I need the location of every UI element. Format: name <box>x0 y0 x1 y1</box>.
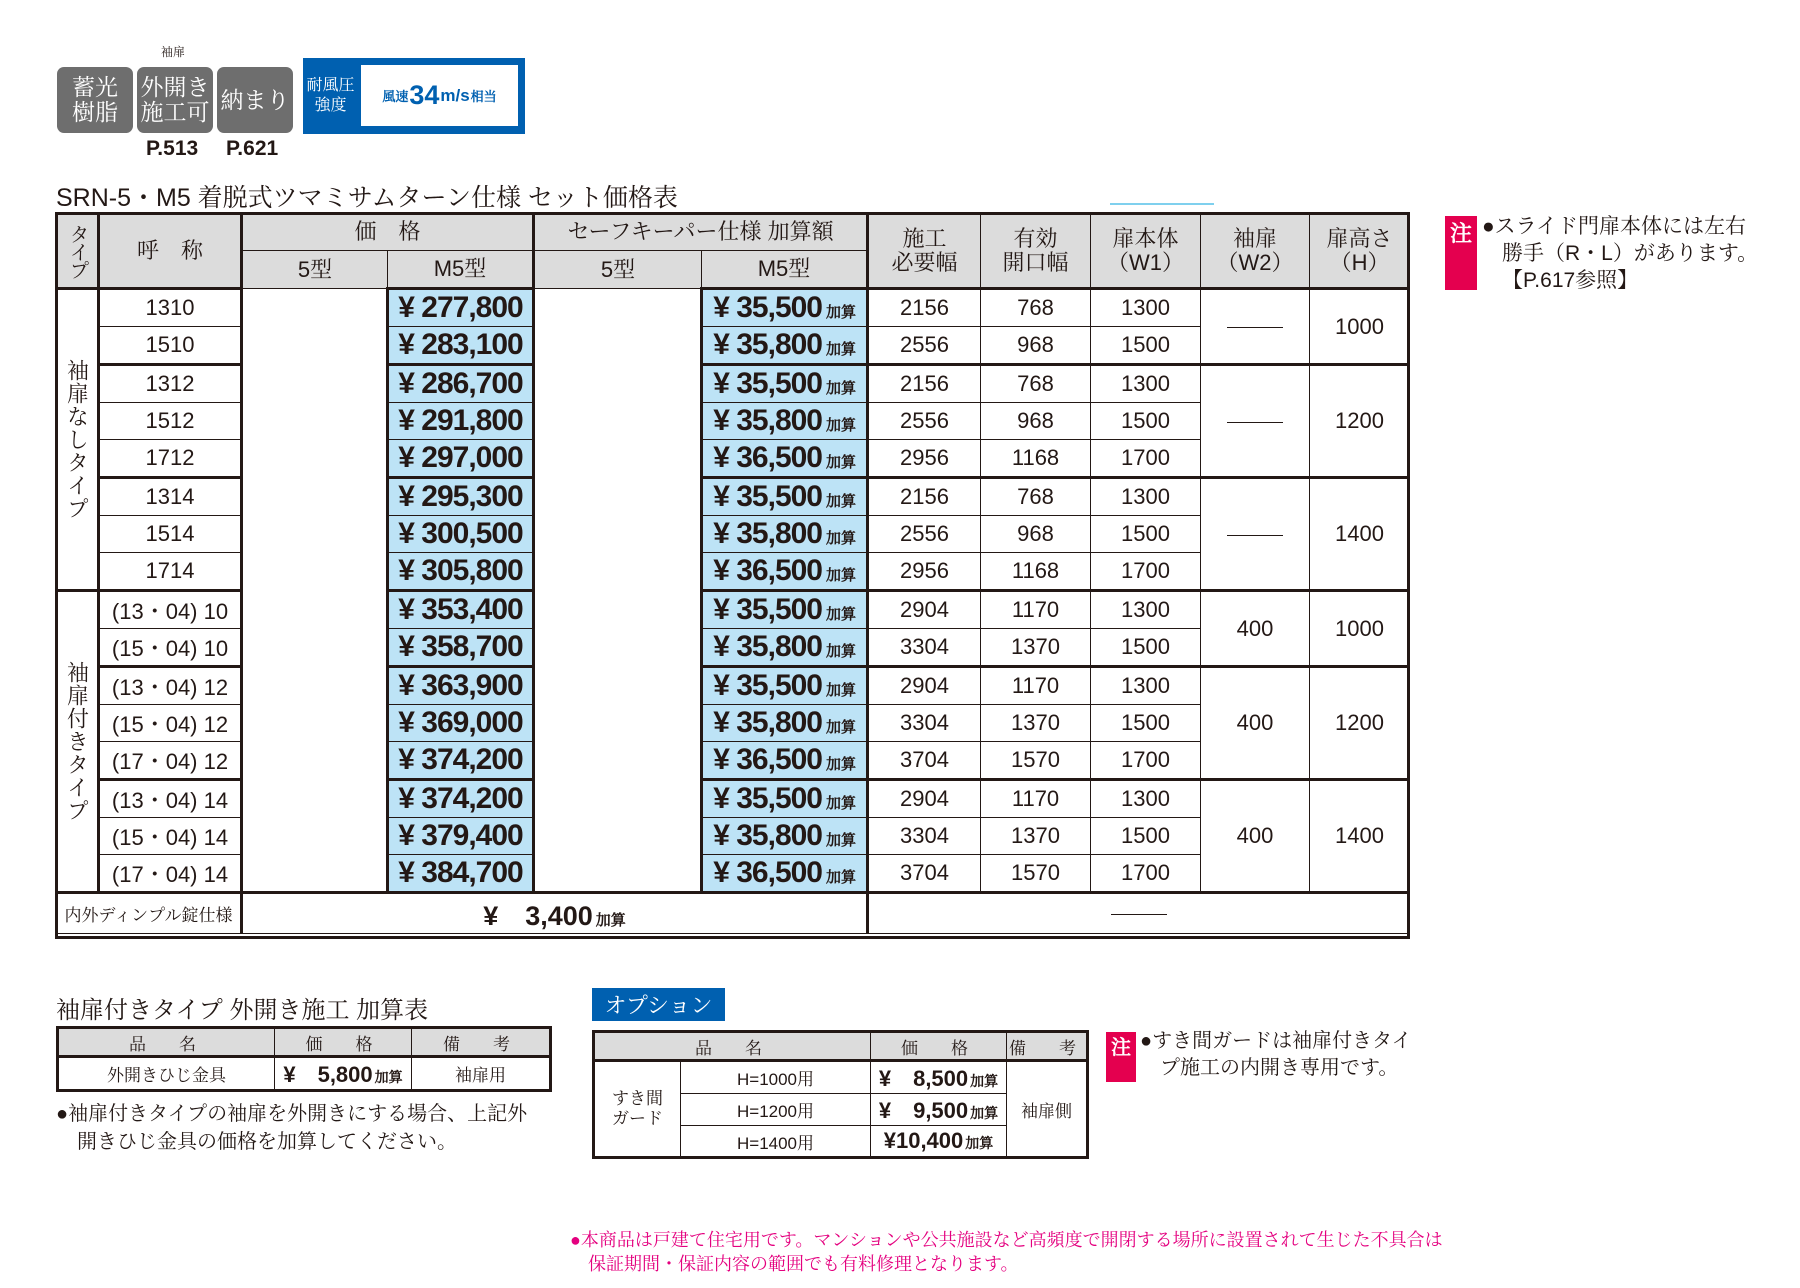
price-m5: ¥ 297,000 <box>388 440 534 478</box>
sk-m5: ¥ 35,500 加算 <box>702 591 868 629</box>
install-width: 2904 <box>868 780 981 818</box>
effective-width: 1170 <box>981 667 1091 705</box>
effective-width: 1370 <box>981 818 1091 855</box>
effective-width: 768 <box>981 365 1091 403</box>
wind-prefix: 風速 <box>382 89 409 104</box>
row-name: 1312 <box>99 365 242 403</box>
page-ref-513[interactable]: P.513 <box>146 137 199 160</box>
option-price: ¥ 9,500 加算 <box>871 1094 1007 1126</box>
install-width: 3704 <box>868 855 981 893</box>
header-install-width: 施工 必要幅 <box>868 214 981 289</box>
price-m5: ¥ 353,400 <box>388 591 534 629</box>
sk-m5: ¥ 35,800 加算 <box>702 629 868 667</box>
row-name: 1712 <box>99 440 242 478</box>
door-height: 1000 <box>1310 591 1410 667</box>
row-name: 1714 <box>99 553 242 591</box>
effective-width: 1370 <box>981 629 1091 667</box>
main-table-title: SRN-5・M5 着脱式ツマミサムターン仕様 セット価格表 <box>56 184 678 212</box>
sk-m5: ¥ 36,500 加算 <box>702 742 868 780</box>
outward-note <box>56 1100 527 1156</box>
outward-table <box>56 1026 552 1092</box>
add-label: 加算 <box>595 912 626 929</box>
option-note-badge: 注 <box>1106 1032 1136 1082</box>
sk-m5: ¥ 35,500 加算 <box>702 478 868 516</box>
dash <box>1111 914 1167 915</box>
outward-note-line: 開きひじ金具の価格を加算してください。 <box>77 1131 457 1153</box>
effective-width: 1570 <box>981 742 1091 780</box>
effective-width: 1168 <box>981 553 1091 591</box>
option-price: ¥10,400 加算 <box>871 1126 1007 1158</box>
header-sk-5: 5型 <box>534 251 702 289</box>
sk-m5: ¥ 35,800 加算 <box>702 705 868 742</box>
header-type: タイプ <box>57 214 99 289</box>
sk-m5: ¥ 36,500 加算 <box>702 440 868 478</box>
wind-unit: m/s <box>440 85 470 105</box>
badge-outward-opening <box>137 67 213 133</box>
header-name: 呼 称 <box>99 214 242 289</box>
dimple-lock-dimensions <box>868 893 1410 934</box>
dimple-lock-price-value: ¥ 3,400 <box>483 901 593 931</box>
door-body-width: 1300 <box>1091 365 1201 403</box>
effective-width: 768 <box>981 478 1091 516</box>
price-m5: ¥ 369,000 <box>388 705 534 742</box>
door-body-width: 1500 <box>1091 516 1201 553</box>
dash <box>1227 422 1283 423</box>
door-body-width: 1300 <box>1091 289 1201 327</box>
header-door-height: 扉高さ （H） <box>1310 214 1410 289</box>
door-body-width: 1300 <box>1091 667 1201 705</box>
sk-m5: ¥ 35,500 加算 <box>702 289 868 327</box>
door-body-width: 1300 <box>1091 591 1201 629</box>
side-note-link[interactable]: 【P.617参照】 <box>1502 269 1639 292</box>
table-row <box>57 289 1410 327</box>
effective-width: 1370 <box>981 705 1091 742</box>
outward-table-title: 袖扉付きタイプ 外開き施工 加算表 <box>56 997 429 1024</box>
install-width: 2156 <box>868 478 981 516</box>
side-door-width: 400 <box>1201 780 1310 893</box>
door-body-width: 1500 <box>1091 629 1201 667</box>
door-height: 1200 <box>1310 667 1410 780</box>
effective-width: 1170 <box>981 591 1091 629</box>
badge-caption: 袖扉 <box>161 45 186 59</box>
row-name: (13・04) 12 <box>99 667 242 705</box>
door-height: 1400 <box>1310 478 1410 591</box>
row-name: (17・04) 12 <box>99 742 242 780</box>
option-size: H=1000用 <box>681 1061 871 1094</box>
badge-fitting <box>217 67 293 133</box>
price-m5: ¥ 358,700 <box>388 629 534 667</box>
header-effective-width: 有効 開口幅 <box>981 214 1091 289</box>
wind-label <box>303 58 358 134</box>
header-price-m5: M5型 <box>388 251 534 289</box>
row-name: 1310 <box>99 289 242 327</box>
effective-width: 968 <box>981 327 1091 365</box>
option-note-line: プ施工の内開き専用です。 <box>1160 1057 1399 1079</box>
sk-m5: ¥ 35,500 加算 <box>702 780 868 818</box>
header-price-5: 5型 <box>242 251 388 289</box>
badge-line2: 施工可 <box>140 99 210 125</box>
row-name: 1512 <box>99 403 242 440</box>
side-door-width: 400 <box>1201 667 1310 780</box>
sk-5-empty <box>534 289 702 893</box>
badge-luminous-resin <box>57 67 133 133</box>
option-size: H=1400用 <box>681 1126 871 1158</box>
header-side-door: 袖扉 （W2） <box>1201 214 1310 289</box>
install-width: 2904 <box>868 591 981 629</box>
item-name: 外開きひじ金具 <box>58 1057 275 1091</box>
door-body-width: 1700 <box>1091 440 1201 478</box>
door-body-width: 1300 <box>1091 780 1201 818</box>
badge-line1: 外開き <box>140 74 210 100</box>
side-note-line: 勝手（R・L）があります。 <box>1502 242 1759 265</box>
header-sk-m5: M5型 <box>702 251 868 289</box>
header-remark: 備 考 <box>1007 1032 1088 1061</box>
effective-width: 1168 <box>981 440 1091 478</box>
row-name: 1510 <box>99 327 242 365</box>
price-m5: ¥ 277,800 <box>388 289 534 327</box>
side-door-width: 400 <box>1201 591 1310 667</box>
header-door-body: 扉本体 （W1） <box>1091 214 1201 289</box>
sk-m5: ¥ 35,800 加算 <box>702 818 868 855</box>
dimple-lock-label: 内外ディンプル錠仕様 <box>57 893 242 934</box>
sk-m5: ¥ 35,500 加算 <box>702 667 868 705</box>
price-table <box>56 213 1410 934</box>
wind-speed: 34 <box>409 80 440 110</box>
badge-line2: 樹脂 <box>72 99 118 125</box>
effective-width: 768 <box>981 289 1091 327</box>
side-door-width <box>1201 365 1310 478</box>
install-width: 2956 <box>868 553 981 591</box>
wind-suffix: 相当 <box>470 89 497 104</box>
price-m5: ¥ 300,500 <box>388 516 534 553</box>
dash <box>1227 327 1283 328</box>
door-body-width: 1700 <box>1091 553 1201 591</box>
price-m5: ¥ 374,200 <box>388 780 534 818</box>
door-body-width: 1500 <box>1091 327 1201 365</box>
warranty-warning <box>570 1228 1443 1276</box>
install-width: 2556 <box>868 516 981 553</box>
row-name: (17・04) 14 <box>99 855 242 893</box>
outward-note-line: ●袖扉付きタイプの袖扉を外開きにする場合、上記外 <box>56 1103 528 1125</box>
option-badge: オプション <box>592 988 725 1021</box>
wind-label-line2: 強度 <box>314 97 347 114</box>
option-price: ¥ 8,500 加算 <box>871 1061 1007 1094</box>
side-door-width <box>1201 478 1310 591</box>
header-safekeeper: セーフキーパー仕様 加算額 <box>534 214 868 251</box>
price-table-body <box>57 289 1410 893</box>
header-price: 価 格 <box>871 1032 1007 1061</box>
page-ref-621[interactable]: P.621 <box>226 137 279 160</box>
price-m5: ¥ 283,100 <box>388 327 534 365</box>
wind-value-box <box>361 65 518 126</box>
door-body-width: 1500 <box>1091 705 1201 742</box>
sk-m5: ¥ 35,500 加算 <box>702 365 868 403</box>
install-width: 3304 <box>868 705 981 742</box>
effective-width: 1170 <box>981 780 1091 818</box>
item-price: ¥ 5,800 加算 <box>275 1057 412 1091</box>
sk-m5: ¥ 36,500 加算 <box>702 553 868 591</box>
row-name: 1514 <box>99 516 242 553</box>
door-height: 1000 <box>1310 289 1410 365</box>
sk-m5: ¥ 35,800 加算 <box>702 516 868 553</box>
type-label: 袖扉なしタイプ <box>57 289 99 591</box>
warning-line: 保証期間・保証内容の範囲でも有料修理となります。 <box>588 1254 1019 1274</box>
option-note <box>1140 1028 1412 1082</box>
install-width: 2156 <box>868 289 981 327</box>
side-note-text <box>1482 213 1758 294</box>
header-price: 価 格 <box>242 214 534 251</box>
gap-guard-label: すき間 ガード <box>594 1061 681 1158</box>
door-height: 1400 <box>1310 780 1410 893</box>
note-badge: 注 <box>1445 216 1477 290</box>
item-remark: 袖扉用 <box>412 1057 551 1091</box>
row-name: (15・04) 12 <box>99 705 242 742</box>
door-body-width: 1700 <box>1091 742 1201 780</box>
sk-m5: ¥ 36,500 加算 <box>702 855 868 893</box>
row-name: (15・04) 10 <box>99 629 242 667</box>
price-m5: ¥ 295,300 <box>388 478 534 516</box>
side-door-width <box>1201 289 1310 365</box>
row-name: (13・04) 10 <box>99 591 242 629</box>
price-m5: ¥ 363,900 <box>388 667 534 705</box>
price-m5: ¥ 374,200 <box>388 742 534 780</box>
sk-m5: ¥ 35,800 加算 <box>702 327 868 365</box>
option-note-line: ●すき間ガードは袖扉付きタイ <box>1140 1030 1412 1052</box>
badge-line1: 納まり <box>220 86 290 113</box>
install-width: 2556 <box>868 327 981 365</box>
header-item-name: 品 名 <box>58 1028 275 1057</box>
wind-label-line1: 耐風圧 <box>306 77 355 94</box>
decorative-line <box>1110 203 1214 205</box>
price-5-empty <box>242 289 388 893</box>
badge-line1: 蓄光 <box>72 74 118 100</box>
option-table <box>592 1030 1089 1159</box>
row-name: 1314 <box>99 478 242 516</box>
door-body-width: 1300 <box>1091 478 1201 516</box>
sk-m5: ¥ 35,800 加算 <box>702 403 868 440</box>
dimple-lock-price <box>242 893 868 934</box>
header-remark: 備 考 <box>412 1028 551 1057</box>
install-width: 2156 <box>868 365 981 403</box>
dash <box>1227 535 1283 536</box>
side-note-line: ●スライド門扉本体には左右 <box>1482 215 1747 238</box>
warning-line: ●本商品は戸建て住宅用です。マンションや公共施設など高頻度で開閉する場所に設置されて生じた不具合は <box>570 1230 1443 1250</box>
option-size: H=1200用 <box>681 1094 871 1126</box>
header-item-name: 品 名 <box>594 1032 871 1061</box>
type-label: 袖扉付きタイプ <box>57 591 99 893</box>
install-width: 2904 <box>868 667 981 705</box>
install-width: 3304 <box>868 629 981 667</box>
wind-resistance-badge <box>303 58 525 134</box>
price-m5: ¥ 384,700 <box>388 855 534 893</box>
door-body-width: 1500 <box>1091 403 1201 440</box>
door-body-width: 1700 <box>1091 855 1201 893</box>
price-m5: ¥ 286,700 <box>388 365 534 403</box>
install-width: 3304 <box>868 818 981 855</box>
install-width: 2556 <box>868 403 981 440</box>
install-width: 2956 <box>868 440 981 478</box>
effective-width: 1570 <box>981 855 1091 893</box>
install-width: 3704 <box>868 742 981 780</box>
row-name: (13・04) 14 <box>99 780 242 818</box>
door-height: 1200 <box>1310 365 1410 478</box>
price-m5: ¥ 305,800 <box>388 553 534 591</box>
price-m5: ¥ 291,800 <box>388 403 534 440</box>
row-name: (15・04) 14 <box>99 818 242 855</box>
door-body-width: 1500 <box>1091 818 1201 855</box>
effective-width: 968 <box>981 403 1091 440</box>
price-m5: ¥ 379,400 <box>388 818 534 855</box>
header-price: 価 格 <box>275 1028 412 1057</box>
effective-width: 968 <box>981 516 1091 553</box>
option-remark: 袖扉側 <box>1007 1061 1088 1158</box>
